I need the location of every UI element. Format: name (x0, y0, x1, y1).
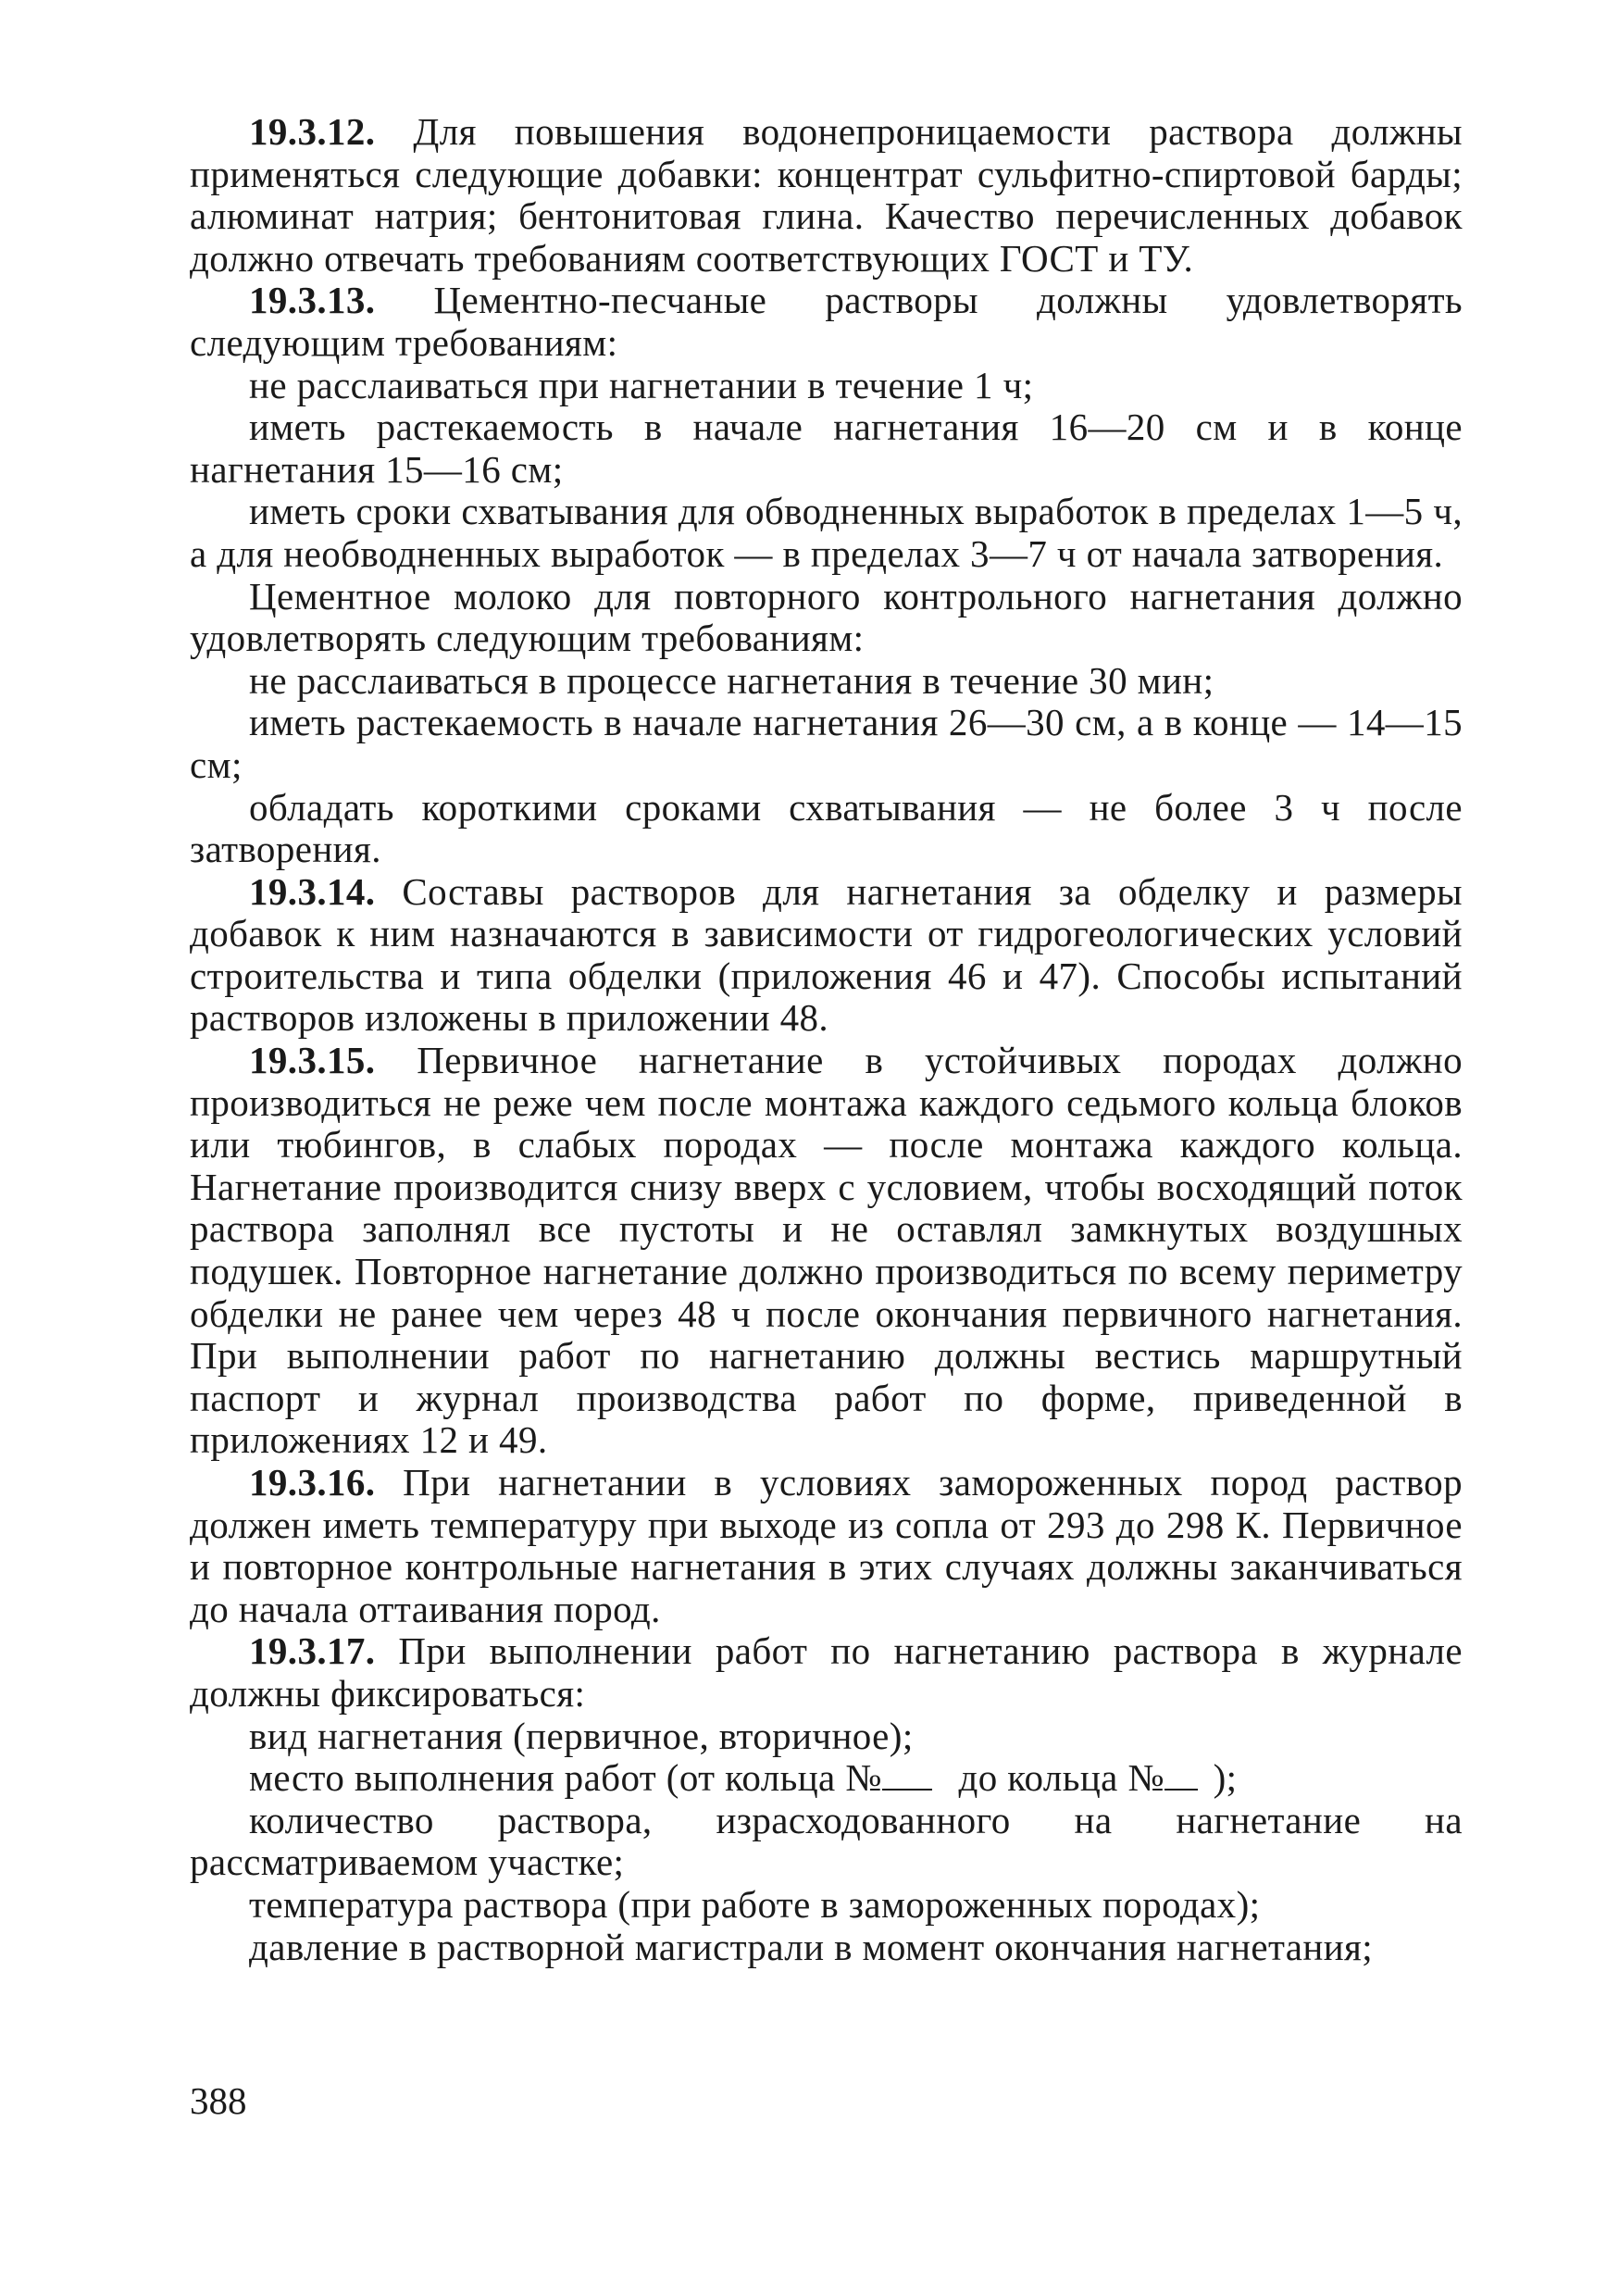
paragraph-19-3-12 (190, 111, 1463, 280)
paragraph-19-3-17 (190, 1630, 1463, 1715)
paragraph-text: Составы растворов для нагнетания за обделку и размеры добавок к ним назначаются в зависимости от гидрогеологических условий строительства и типа обделки (приложения 46 и 47). Способы испытаний растворов изложены в приложении 48. (190, 869, 1463, 1040)
requirement-item: иметь растекаемость в начале нагнетания 26—30 см, а в конце — 14—15 см; (190, 701, 1463, 786)
journal-item-location (190, 1757, 1463, 1800)
paragraph-text: Для повышения водонепроницаемости раствора должны применяться следующие добавки: концентрат сульфитно-спиртовой барды; алюминат натрия; бентонитовая глина. Качество перечисленных добавок должно отвечать требованиям соответствующих ГОСТ и ТУ. (190, 110, 1463, 280)
paragraph-text: Первичное нагнетание в устойчивых породах должно производиться не реже чем после монтажа каждого седьмого кольца блоков или тюбингов, в слабых породах — после монтажа каждого кольца. Нагнетание производится снизу вверх с условием, чтобы восходящий поток раствора заполнял все пустоты и не оставлял замкнутых воздушных подушек. Повторное нагнетание должно производиться по всему периметру обделки не ранее чем через 48 ч после окончания первичного нагнетания. При выполнении работ по нагнетанию должны вестись маршрутный паспорт и журнал производства работ по форме, приведенной в приложениях 12 и 49. (190, 1039, 1463, 1462)
journal-item: количество раствора, израсходованного на нагнетание на рассматриваемом участке; (190, 1798, 1463, 1884)
journal-item: вид нагнетания (первичное, вторичное); (249, 1714, 914, 1757)
clause-number: 19.3.16. (249, 1461, 376, 1504)
document-body (190, 111, 1463, 1968)
paragraph-text: Цементно-песчаные растворы должны удовлетворять следующим требованиям: (190, 279, 1463, 364)
clause-number: 19.3.14. (249, 869, 376, 913)
journal-item: температура раствора (при работе в замороженных породах); (249, 1882, 1261, 1926)
paragraph-cement-milk: Цементное молоко для повторного контрольного нагнетания должно удовлетворять следующим требованиям: (190, 574, 1463, 660)
paragraph-text: При нагнетании в условиях замороженных пород раствор должен иметь температуру при выходе из сопла от 293 до 298 К. Первичное и повторное контрольные нагнетания в этих случаях должны заканчиваться до начала оттаивания пород. (190, 1461, 1463, 1630)
requirement-item: иметь сроки схватывания для обводненных выработок в пределах 1—5 ч, а для необводненных выработок — в пределах 3—7 ч от начала затворения. (190, 490, 1463, 575)
clause-number: 19.3.15. (249, 1039, 376, 1082)
location-text-middle: до кольца № (948, 1756, 1164, 1800)
requirement-item: иметь растекаемость в начале нагнетания 16—20 см и в конце нагнетания 15—16 см; (190, 406, 1463, 491)
page-number: 388 (190, 2079, 247, 2122)
blank-line-from-ring (882, 1761, 932, 1791)
blank-line-to-ring (1164, 1761, 1198, 1791)
paragraph-19-3-14 (190, 871, 1463, 1040)
clause-number: 19.3.17. (249, 1629, 376, 1673)
paragraph-19-3-13 (190, 280, 1463, 364)
location-text-end: ); (1202, 1756, 1238, 1800)
requirement-item: обладать короткими сроками схватывания — не более 3 ч после затворения. (190, 785, 1463, 871)
requirement-item: не расслаиваться в процессе нагнетания в течение 30 мин; (249, 658, 1214, 702)
location-text-start: место выполнения работ (от кольца № (249, 1756, 882, 1800)
clause-number: 19.3.13. (249, 279, 376, 322)
clause-number: 19.3.12. (249, 110, 376, 153)
paragraph-19-3-16 (190, 1462, 1463, 1630)
journal-item: давление в растворной магистрали в момент окончания нагнетания; (249, 1925, 1374, 1968)
paragraph-text: При выполнении работ по нагнетанию раствора в журнале должны фиксироваться: (190, 1629, 1463, 1715)
requirement-item: не расслаиваться при нагнетании в течение 1 ч; (249, 363, 1034, 406)
paragraph-19-3-15 (190, 1040, 1463, 1462)
